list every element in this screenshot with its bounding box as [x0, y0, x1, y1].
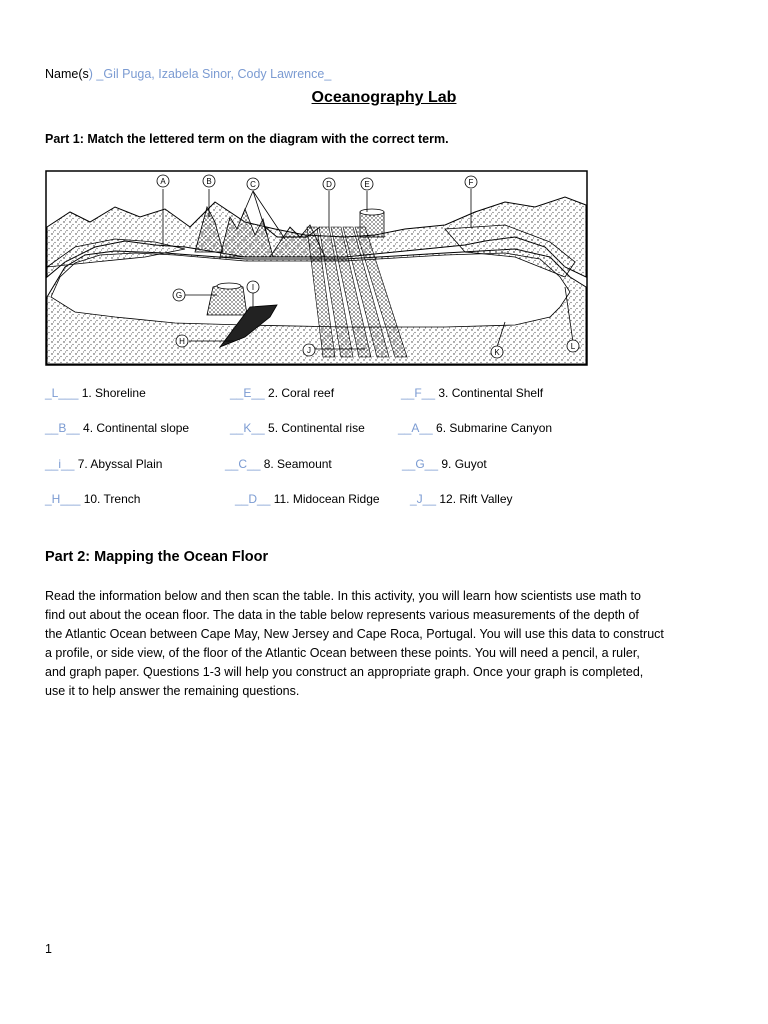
term-label: 1. Shoreline	[78, 386, 146, 400]
diagram-label-d	[323, 178, 335, 190]
term-label: 2. Coral reef	[264, 386, 335, 400]
match-item	[410, 492, 513, 506]
page-number: 1	[45, 942, 52, 956]
diagram-label-g	[173, 289, 185, 301]
svg-text:A: A	[160, 177, 166, 186]
answer-blank: __E__	[230, 386, 265, 400]
svg-text:J: J	[307, 346, 311, 355]
part2-paragraph	[45, 587, 735, 701]
answer-blank: __G__	[402, 457, 439, 471]
diagram-label-a	[157, 175, 169, 187]
diagram-label-j	[303, 344, 315, 356]
svg-text:F: F	[468, 178, 474, 187]
svg-text:E: E	[364, 180, 370, 189]
svg-text:G: G	[175, 291, 183, 300]
paragraph-line: the Atlantic Ocean between Cape May, New Jersey and Cape Roca, Portugal. You will use this data to construct	[45, 627, 664, 641]
part1-heading: Part 1: Match the lettered term on the diagram with the correct term.	[45, 132, 449, 146]
match-item	[45, 457, 162, 471]
svg-text:B: B	[206, 177, 212, 186]
term-label: 8. Seamount	[260, 457, 332, 471]
match-item	[402, 457, 487, 471]
svg-text:L: L	[570, 342, 576, 351]
diagram-label-k	[491, 346, 503, 358]
svg-text:D: D	[326, 180, 332, 189]
svg-text:K: K	[494, 348, 500, 357]
term-label: 5. Continental rise	[264, 421, 365, 435]
part2-heading: Part 2: Mapping the Ocean Floor	[45, 549, 269, 565]
term-label: 12. Rift Valley	[436, 492, 513, 506]
paragraph-line: Read the information below and then scan the table. In this activity, you will learn how scientists use math to	[45, 589, 641, 603]
match-item	[398, 421, 552, 435]
term-label: 10. Trench	[80, 492, 141, 506]
term-label: 3. Continental Shelf	[435, 386, 544, 400]
match-item	[235, 492, 380, 506]
answer-blank: __i__	[45, 457, 75, 471]
match-item	[230, 421, 365, 435]
answer-blank: __F__	[401, 386, 436, 400]
paragraph-line: find out about the ocean floor. The data in the table below represents various measurements of the depth of	[45, 608, 639, 622]
diagram-label-i	[247, 281, 259, 293]
answer-blank: __A__	[398, 421, 433, 435]
match-item	[45, 386, 146, 400]
diagram-label-f	[465, 176, 477, 188]
ocean-floor-diagram	[45, 167, 588, 366]
paragraph-line: use it to help answer the remaining questions.	[45, 684, 300, 698]
match-item	[45, 492, 140, 506]
names-line	[45, 67, 331, 81]
term-label: 9. Guyot	[438, 457, 487, 471]
match-item	[225, 457, 332, 471]
term-label: 11. Midocean Ridge	[270, 492, 380, 506]
answer-blank: __D__	[235, 492, 271, 506]
paragraph-line: a profile, or side view, of the floor of the Atlantic Ocean between these points. You will need a pencil, a ruler,	[45, 646, 640, 660]
answer-blank: _L___	[45, 386, 79, 400]
answer-blank: _H___	[45, 492, 81, 506]
diagram-label-b	[203, 175, 215, 187]
diagram-label-l	[567, 340, 579, 352]
term-label: 7. Abyssal Plain	[74, 457, 163, 471]
svg-text:I: I	[251, 283, 255, 292]
answer-blank: __B__	[45, 421, 80, 435]
answer-blank: __K__	[230, 421, 265, 435]
diagram-label-e	[361, 178, 373, 190]
match-item	[401, 386, 543, 400]
match-item	[230, 386, 334, 400]
names-label: Name(s	[45, 67, 89, 81]
paragraph-line: and graph paper. Questions 1-3 will help you construct an appropriate graph. Once your graph is completed,	[45, 665, 644, 679]
svg-text:H: H	[179, 337, 185, 346]
names-value: ) _Gil Puga, Izabela Sinor, Cody Lawrence_	[88, 67, 332, 81]
page-title: Oceanography Lab	[311, 89, 457, 106]
answer-blank: _J__	[410, 492, 437, 506]
answer-blank: __C__	[225, 457, 261, 471]
term-label: 6. Submarine Canyon	[432, 421, 553, 435]
diagram-label-h	[176, 335, 188, 347]
match-item	[45, 421, 189, 435]
term-label: 4. Continental slope	[79, 421, 190, 435]
svg-text:C: C	[250, 180, 256, 189]
diagram-label-c	[247, 178, 259, 190]
